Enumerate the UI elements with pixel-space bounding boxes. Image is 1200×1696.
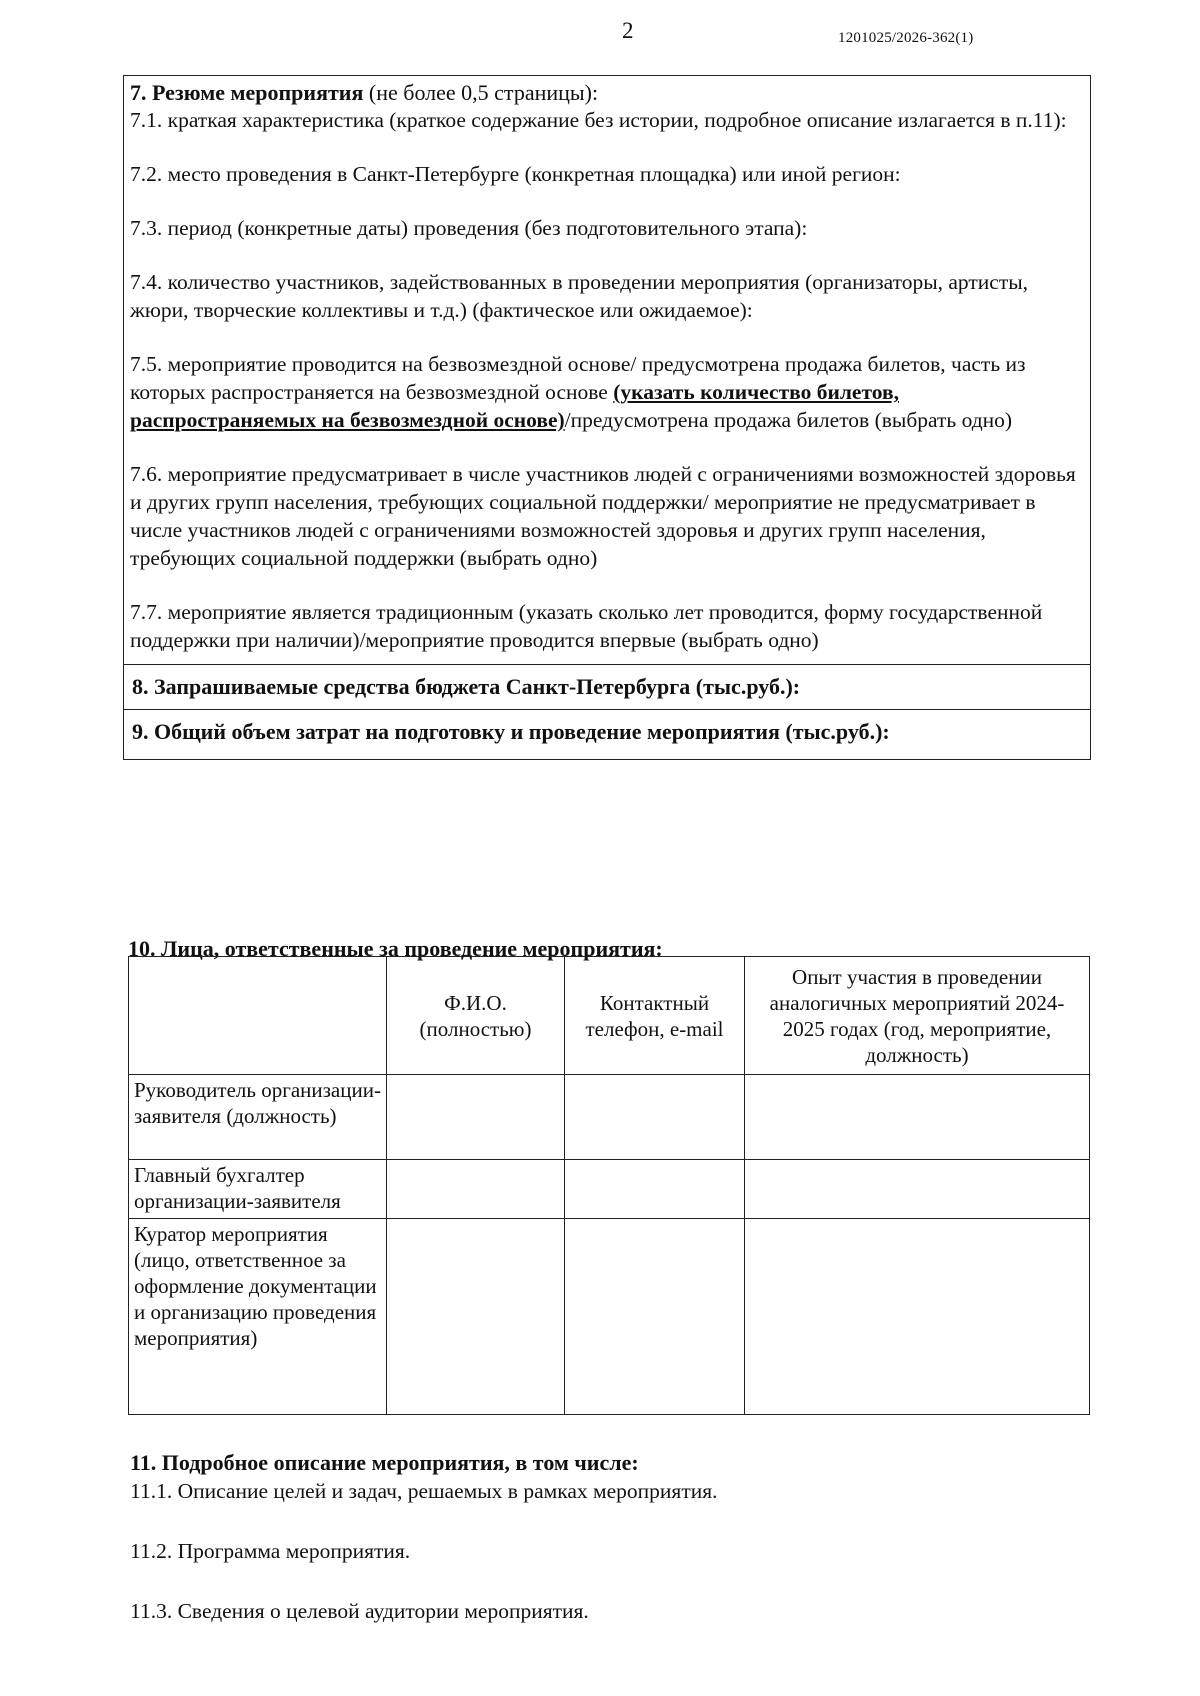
header-phone-email: Контактный телефон, e-mail [565,957,745,1075]
page-number: 2 [622,18,634,43]
table-row [129,1160,1090,1219]
row-phone-cell[interactable] [565,1160,745,1219]
item-7-7: 7.7. мероприятие является традиционным (указать сколько лет проводится, форму государственной поддержки при наличии)/мероприятие проводится впервые (выбрать одно) [130,600,1043,652]
item-7-1: 7.1. краткая характеристика (краткое содержание без истории, подробное описание излагается в п.11): [130,108,1067,132]
item-7-5-text: 7.5. мероприятие проводится на безвозмездной основе/ предусмотрена продажа билетов, часть из которых распространяется на безвозмездной основе [130,352,1026,404]
row-experience-cell[interactable] [745,1219,1090,1415]
item-11-1: 11.1. Описание целей и задач, решаемых в рамках мероприятия. [130,1479,718,1503]
section-11-title: 11. Подробное описание мероприятия, в том числе: [130,1450,639,1475]
section-10-title: 10. Лица, ответственные за проведение мероприятия: [128,936,663,961]
row-phone-cell[interactable] [565,1075,745,1160]
summary-box [123,75,1091,760]
document-code: 1201025/2026-362(1) [838,30,974,46]
item-11-2: 11.2. Программа мероприятия. [130,1539,411,1563]
row-role-curator: Куратор мероприятия (лицо, ответственное за оформление документации и организацию проведения мероприятия) [129,1219,387,1415]
item-7-5-tail: /предусмотрена продажа билетов (выбрать одно) [564,408,1013,432]
section-7-title-rest: (не более 0,5 страницы): [363,80,599,105]
section-8-budget: 8. Запрашиваемые средства бюджета Санкт-Петербурга (тыс.руб.): [132,674,801,699]
item-7-5-emphasis: (указать количество билетов, распространяемых на безвозмездной основе) [130,380,899,432]
row-fio-cell[interactable] [387,1160,565,1219]
table-header-row [129,957,1090,1075]
section-9-total-cost: 9. Общий объем затрат на подготовку и проведение мероприятия (тыс.руб.): [124,709,1090,759]
row-experience-cell[interactable] [745,1075,1090,1160]
section-7-summary [124,76,1090,665]
item-7-3: 7.3. период (конкретные даты) проведения (без подготовительного этапа): [130,216,808,240]
item-7-2: 7.2. место проведения в Санкт-Петербурге (конкретная площадка) или иной регион: [130,162,901,186]
row-role-chief-accountant: Главный бухгалтер организации-заявителя [129,1160,387,1219]
item-7-4: 7.4. количество участников, задействованных в проведении мероприятия (организаторы, артисты, жюри, творческие коллективы и т.д.) (фактическое или ожидаемое): [130,270,1029,322]
table-row [129,1219,1090,1415]
row-experience-cell[interactable] [745,1160,1090,1219]
header-role [129,957,387,1075]
item-7-6: 7.6. мероприятие предусматривает в числе участников людей с ограничениями возможностей здоровья и других групп населения, требующих социальной поддержки/ мероприятие не предусматривает в числе участников людей с ограничениями возможностей здоровья и других групп населения, требующих социальной поддержки (выбрать одно) [130,462,1076,570]
section-7-title [130,80,1084,106]
header-fio: Ф.И.О. (полностью) [387,957,565,1075]
item-11-3: 11.3. Сведения о целевой аудитории мероприятия. [130,1599,589,1623]
header-experience: Опыт участия в проведении аналогичных мероприятий 2024-2025 годах (год, мероприятие, должность) [745,957,1090,1075]
section-7-title-bold: 7. Резюме мероприятия [130,80,364,105]
section-11 [130,1450,1090,1624]
responsible-persons-table [128,956,1090,1415]
row-fio-cell[interactable] [387,1075,565,1160]
table-row [129,1075,1090,1160]
row-fio-cell[interactable] [387,1219,565,1415]
item-7-5 [130,350,1084,434]
row-role-director: Руководитель организации-заявителя (должность) [129,1075,387,1160]
row-phone-cell[interactable] [565,1219,745,1415]
